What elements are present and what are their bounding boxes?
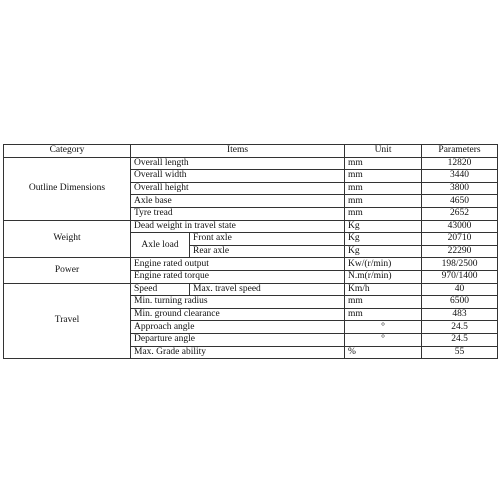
value-cell: 24.5 (422, 333, 498, 346)
value-cell: 970/1400 (422, 270, 498, 283)
header-category: Category (4, 145, 131, 158)
table-row (4, 283, 498, 296)
item-cell: Departure angle (131, 333, 345, 346)
header-row (4, 145, 498, 158)
unit-cell: mm (345, 207, 422, 220)
table-row (4, 220, 498, 233)
specifications-table (3, 144, 498, 359)
value-cell: 198/2500 (422, 258, 498, 271)
unit-cell: Kw/(r/min) (345, 258, 422, 271)
item-cell: Axle base (131, 195, 345, 208)
unit-cell: Kg (345, 220, 422, 233)
category-outline-dimensions: Outline Dimensions (4, 157, 131, 220)
item-cell: Overall height (131, 182, 345, 195)
unit-cell: mm (345, 157, 422, 170)
unit-cell: mm (345, 296, 422, 309)
item-cell: Approach angle (131, 321, 345, 334)
item-cell: Engine rated output (131, 258, 345, 271)
unit-cell: Km/h (345, 283, 422, 296)
unit-cell: ° (345, 321, 422, 334)
unit-cell: mm (345, 182, 422, 195)
item-cell: Max. Grade ability (131, 346, 345, 359)
value-cell: 40 (422, 283, 498, 296)
value-cell: 24.5 (422, 321, 498, 334)
unit-cell: Kg (345, 233, 422, 246)
item-cell: Tyre tread (131, 207, 345, 220)
unit-cell: % (345, 346, 422, 359)
item-cell: Front axle (190, 233, 345, 246)
header-unit: Unit (345, 145, 422, 158)
item-cell: Min. turning radius (131, 296, 345, 309)
item-cell: Dead weight in travel state (131, 220, 345, 233)
item-cell: Min. ground clearance (131, 308, 345, 321)
category-power: Power (4, 258, 131, 283)
unit-cell: Kg (345, 245, 422, 258)
value-cell: 12820 (422, 157, 498, 170)
value-cell: 3440 (422, 170, 498, 183)
category-travel: Travel (4, 283, 131, 359)
value-cell: 6500 (422, 296, 498, 309)
unit-cell: mm (345, 195, 422, 208)
unit-cell: N.m(r/min) (345, 270, 422, 283)
item-cell: Overall width (131, 170, 345, 183)
axle-load-label: Axle load (131, 233, 190, 258)
table-row (4, 258, 498, 271)
item-cell: Max. travel speed (190, 283, 345, 296)
value-cell: 2652 (422, 207, 498, 220)
value-cell: 4650 (422, 195, 498, 208)
speed-label: Speed (131, 283, 190, 296)
category-weight: Weight (4, 220, 131, 258)
unit-cell: mm (345, 170, 422, 183)
item-cell: Engine rated torque (131, 270, 345, 283)
value-cell: 3800 (422, 182, 498, 195)
value-cell: 22290 (422, 245, 498, 258)
header-items: Items (131, 145, 345, 158)
item-cell: Overall length (131, 157, 345, 170)
value-cell: 20710 (422, 233, 498, 246)
unit-cell: ° (345, 333, 422, 346)
value-cell: 55 (422, 346, 498, 359)
value-cell: 483 (422, 308, 498, 321)
header-parameters: Parameters (422, 145, 498, 158)
unit-cell: mm (345, 308, 422, 321)
table-row (4, 157, 498, 170)
item-cell: Rear axle (190, 245, 345, 258)
value-cell: 43000 (422, 220, 498, 233)
